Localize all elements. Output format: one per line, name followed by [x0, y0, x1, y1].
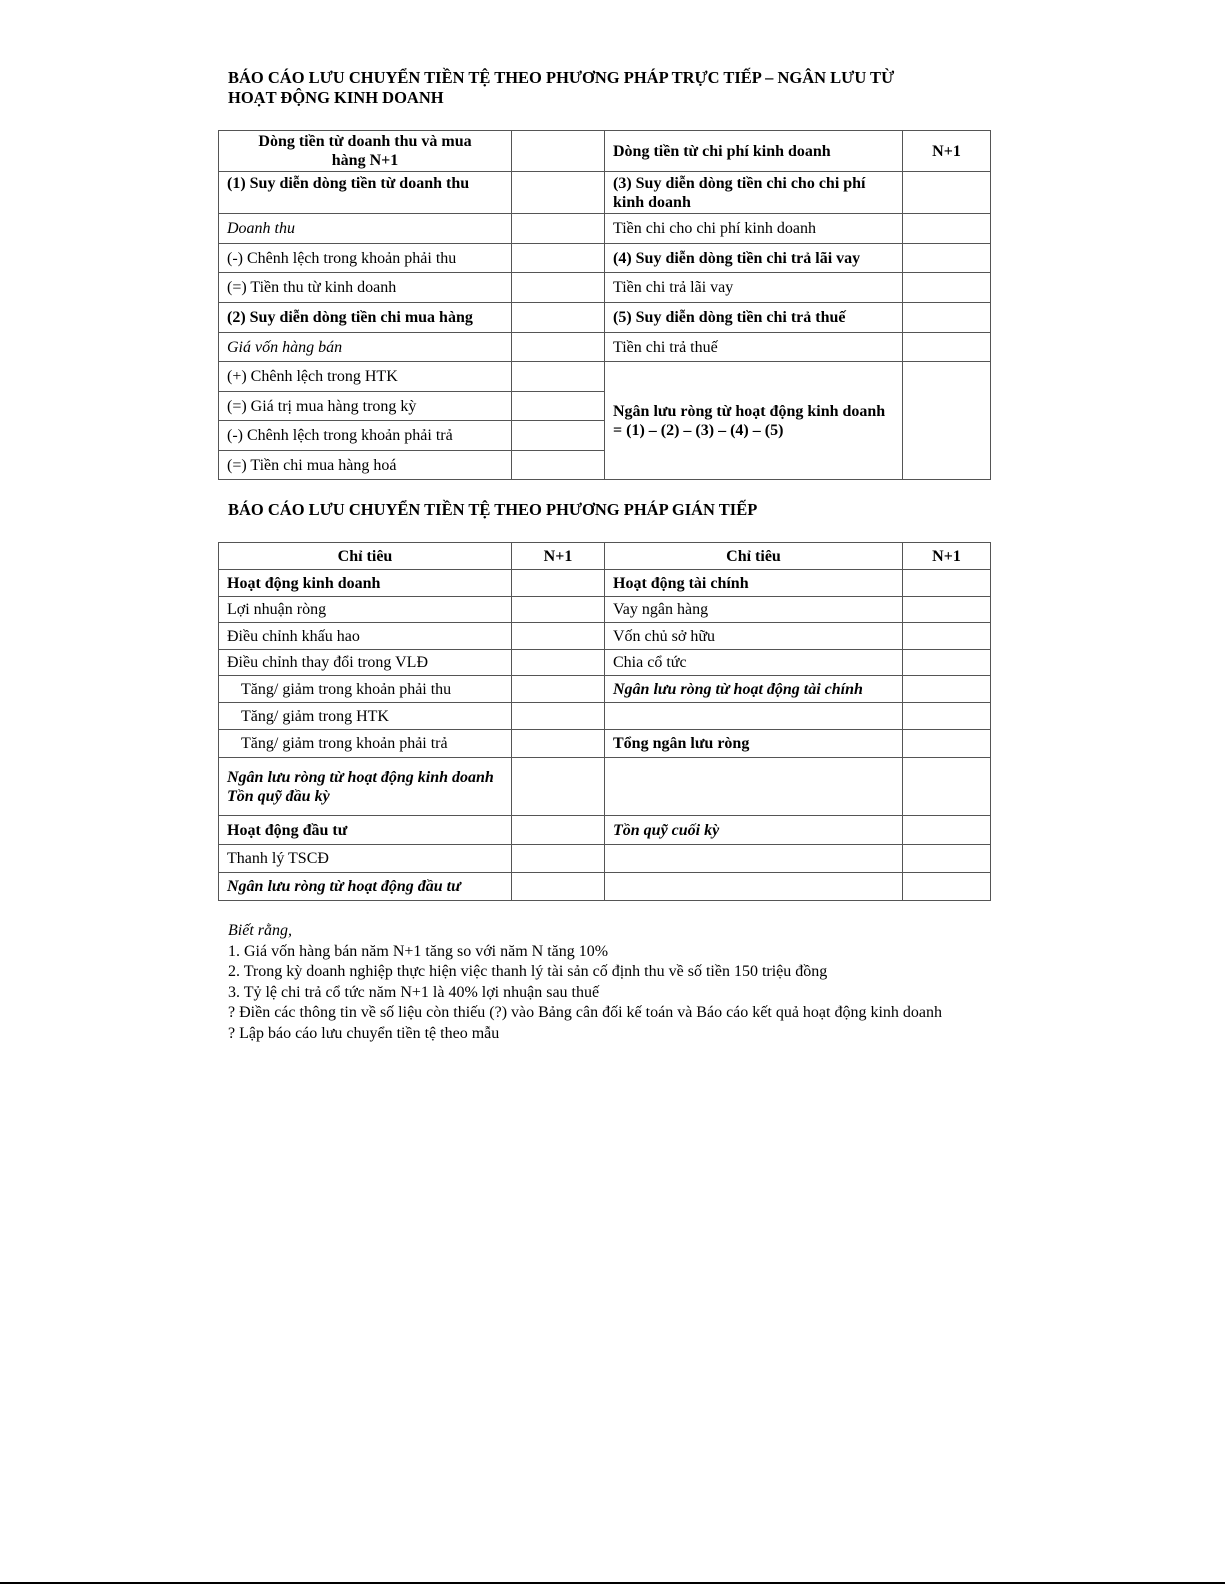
row-label: Ngân lưu ròng từ hoạt động đầu tư — [219, 873, 512, 901]
value-cell[interactable] — [512, 570, 605, 597]
row-label: Tiền chi trả thuế — [605, 333, 903, 362]
row-label: Giá vốn hàng bán — [219, 333, 512, 362]
direct-table-header — [219, 131, 991, 172]
row-label: (4) Suy diễn dòng tiền chi trả lãi vay — [605, 244, 903, 273]
value-cell[interactable] — [903, 244, 991, 273]
value-cell[interactable] — [512, 303, 605, 333]
column-header: N+1 — [903, 543, 991, 570]
row-label: (=) Tiền chi mua hàng hoá — [219, 451, 512, 480]
header-col3 — [605, 131, 903, 172]
indirect-method-table — [218, 542, 991, 901]
value-cell[interactable] — [512, 873, 605, 901]
header-col3-part1: Dòng tiền từ chi — [613, 142, 723, 160]
note-item: ? Điền các thông tin về số liệu còn thiếu (?) vào Bảng cân đối kế toán và Báo cáo kết quả hoạt động kinh doanh — [228, 1004, 943, 1021]
value-cell[interactable] — [903, 650, 991, 676]
row-label: Tiền chi trả lãi vay — [605, 273, 903, 303]
row-label: Tiền chi cho chi phí kinh doanh — [605, 214, 903, 244]
row-label: Doanh thu — [219, 214, 512, 244]
value-cell[interactable] — [512, 214, 605, 244]
column-header: Chỉ tiêu — [219, 543, 512, 570]
row-label: Ngân lưu ròng từ hoạt động tài chính — [605, 676, 903, 703]
header-col1-line2: hàng N+1 — [331, 152, 399, 169]
row-label: Tăng/ giảm trong khoản phải thu — [219, 676, 512, 703]
indirect-method-title: BÁO CÁO LƯU CHUYỂN TIỀN TỆ THEO PHƯƠNG PHÁP GIÁN TIẾP — [228, 500, 758, 519]
empty-cell — [605, 873, 903, 901]
row-label: (2) Suy diễn dòng tiền chi mua hàng — [219, 303, 512, 333]
value-cell[interactable] — [903, 816, 991, 845]
row-label: (5) Suy diễn dòng tiền chi trả thuế — [605, 303, 903, 333]
row-label: Thanh lý TSCĐ — [219, 845, 512, 873]
value-cell[interactable] — [512, 676, 605, 703]
value-cell[interactable] — [903, 362, 991, 480]
value-cell[interactable] — [903, 730, 991, 758]
row-label: Vay ngân hàng — [605, 597, 903, 623]
value-cell[interactable] — [512, 172, 605, 214]
row-label: Tăng/ giảm trong khoản phải trả — [219, 730, 512, 758]
row-label: Tồn quỹ cuối kỳ — [605, 816, 903, 845]
row-label: Điều chỉnh khấu hao — [219, 623, 512, 650]
note-item: 2. Trong kỳ doanh nghiệp thực hiện việc thanh lý tài sản cố định thu về số tiền 150 triệu đồng — [228, 963, 828, 980]
value-cell[interactable] — [903, 214, 991, 244]
row-label: Lợi nhuận ròng — [219, 597, 512, 623]
value-cell[interactable] — [903, 333, 991, 362]
row-label: Điều chỉnh thay đổi trong VLĐ — [219, 650, 512, 676]
row-label: Tồn quỹ đầu kỳ — [227, 787, 330, 805]
value-cell[interactable] — [903, 273, 991, 303]
column-header: Chỉ tiêu — [605, 543, 903, 570]
value-cell[interactable] — [903, 703, 991, 730]
value-cell[interactable] — [903, 172, 991, 214]
value-cell[interactable] — [903, 845, 991, 873]
row-label: (-) Chênh lệch trong khoản phải trả — [219, 421, 512, 451]
row-label: Chia cổ tức — [605, 650, 903, 676]
header-col3-part2: phí kinh doanh — [726, 142, 831, 160]
value-cell[interactable] — [512, 650, 605, 676]
row-label: Hoạt động đầu tư — [219, 816, 512, 845]
value-cell[interactable] — [512, 597, 605, 623]
value-cell[interactable] — [903, 570, 991, 597]
title-line: HOẠT ĐỘNG KINH DOANH — [228, 88, 444, 107]
value-cell[interactable] — [512, 273, 605, 303]
note-item: 3. Tỷ lệ chi trả cổ tức năm N+1 là 40% lợi nhuận sau thuế — [228, 983, 600, 1001]
note-item: 1. Giá vốn hàng bán năm N+1 tăng so với năm N tăng 10% — [228, 942, 609, 960]
header-col4: N+1 — [903, 131, 991, 172]
value-cell[interactable] — [903, 623, 991, 650]
value-cell[interactable] — [512, 730, 605, 758]
empty-cell — [512, 131, 605, 172]
direct-method-title — [228, 68, 894, 108]
value-cell[interactable] — [512, 333, 605, 362]
value-cell[interactable] — [512, 244, 605, 273]
header-col1 — [219, 131, 512, 172]
empty-cell — [605, 758, 903, 816]
column-header: N+1 — [512, 543, 605, 570]
value-cell[interactable] — [903, 873, 991, 901]
direct-method-table — [218, 130, 991, 480]
value-cell[interactable] — [512, 421, 605, 451]
value-cell[interactable] — [512, 758, 605, 816]
value-cell[interactable] — [903, 303, 991, 333]
header-col1-line1: Dòng tiền từ doanh thu và mua — [258, 133, 472, 150]
value-cell[interactable] — [903, 758, 991, 816]
notes-section — [228, 921, 988, 1044]
row-label: (3) Suy diễn dòng tiền chi cho chi phí kinh doanh — [605, 172, 903, 214]
row-label: Hoạt động kinh doanh — [219, 570, 512, 597]
row-label: Hoạt động tài chính — [605, 570, 903, 597]
value-cell[interactable] — [903, 676, 991, 703]
stacked-row-label — [219, 758, 512, 816]
value-cell[interactable] — [512, 845, 605, 873]
row-label: Vốn chủ sở hữu — [605, 623, 903, 650]
value-cell[interactable] — [512, 816, 605, 845]
value-cell[interactable] — [512, 392, 605, 421]
note-item: ? Lập báo cáo lưu chuyển tiền tệ theo mẫu — [228, 1024, 500, 1042]
title-line: BÁO CÁO LƯU CHUYỂN TIỀN TỆ THEO PHƯƠNG PHÁP TRỰC TIẾP – NGÂN LƯU TỪ — [228, 68, 895, 87]
value-cell[interactable] — [512, 623, 605, 650]
value-cell[interactable] — [512, 703, 605, 730]
empty-cell — [605, 703, 903, 730]
row-label: Tổng ngân lưu ròng — [605, 730, 903, 758]
net-cashflow-formula: Ngân lưu ròng từ hoạt động kinh doanh = (1) – (2) – (3) – (4) – (5) — [605, 362, 903, 480]
row-label: (=) Tiền thu từ kinh doanh — [219, 273, 512, 303]
row-label: Ngân lưu ròng từ hoạt động kinh doanh — [227, 768, 494, 786]
notes-intro: Biết rằng, — [228, 922, 292, 939]
row-label: (+) Chênh lệch trong HTK — [219, 362, 512, 392]
row-label: (-) Chênh lệch trong khoản phải thu — [219, 244, 512, 273]
row-label: Tăng/ giảm trong HTK — [219, 703, 512, 730]
row-label: (1) Suy diễn dòng tiền từ doanh thu — [219, 172, 512, 214]
value-cell[interactable] — [903, 597, 991, 623]
value-cell[interactable] — [512, 362, 605, 392]
page-bottom-border — [0, 1582, 1225, 1584]
row-label: (=) Giá trị mua hàng trong kỳ — [219, 392, 512, 421]
empty-cell — [605, 845, 903, 873]
value-cell[interactable] — [512, 451, 605, 480]
